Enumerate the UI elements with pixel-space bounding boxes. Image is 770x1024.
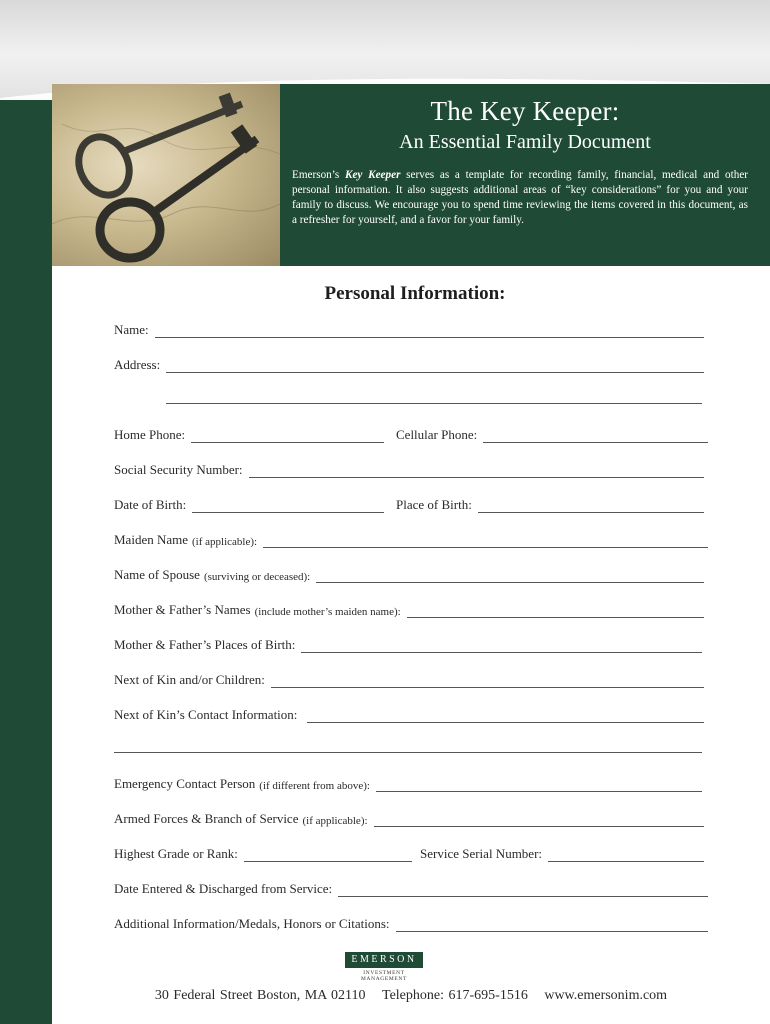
- logo-tagline: INVESTMENT MANAGEMENT: [361, 970, 407, 982]
- ssn-row: [114, 458, 704, 478]
- intro-rest: serves as a template for recording family, financial, medical and other personal information. It also suggests additional areas of “key considerations” for you and your family to discuss. We encourage you to spend time reviewing the items covered in this document, as a refresher for yourself, and a favor for your family.: [292, 169, 749, 226]
- parents-pob-field[interactable]: [301, 638, 702, 653]
- parents-names-field[interactable]: [407, 603, 704, 618]
- home-phone-row: [114, 423, 384, 443]
- parents-pob-row: [114, 633, 702, 653]
- spouse-field[interactable]: [316, 568, 704, 583]
- additional-label: Additional Information/Medals, Honors or Citations:: [114, 916, 390, 931]
- parents-names-row: [114, 598, 704, 618]
- serial-row: [420, 842, 704, 862]
- footer-address: 30 Federal Street Boston, MA 02110: [154, 988, 366, 1003]
- intro-emphasis: Key Keeper: [344, 169, 401, 181]
- serial-label: Service Serial Number:: [420, 846, 543, 861]
- additional-field[interactable]: [396, 917, 709, 932]
- dob-row: [114, 493, 384, 513]
- document-title: The Key Keeper:: [430, 96, 620, 126]
- emergency-field[interactable]: [376, 777, 702, 792]
- kin-contact-line-2[interactable]: [114, 751, 702, 753]
- kin-contact-field[interactable]: [307, 708, 704, 723]
- next-of-kin-field[interactable]: [271, 673, 704, 688]
- ssn-field[interactable]: [249, 463, 704, 478]
- maiden-name-label: Maiden Name: [114, 532, 189, 547]
- emergency-row: [114, 772, 702, 792]
- cellular-phone-row: [396, 423, 708, 443]
- dates-service-field[interactable]: [338, 882, 708, 897]
- ssn-label: Social Security Number:: [114, 462, 243, 477]
- grade-label: Highest Grade or Rank:: [114, 846, 238, 861]
- spouse-label: Name of Spouse: [114, 567, 200, 582]
- maiden-name-field[interactable]: [263, 533, 708, 548]
- address-label: Address:: [114, 357, 161, 372]
- address-field[interactable]: [166, 358, 704, 373]
- emergency-note: (if different from above):: [259, 780, 370, 792]
- maiden-name-note: (if applicable):: [192, 536, 258, 548]
- logo-wordmark: EMERSON: [345, 952, 423, 968]
- armed-forces-field[interactable]: [374, 812, 704, 827]
- home-phone-label: Home Phone:: [114, 427, 186, 442]
- spouse-note: (surviving or deceased):: [203, 571, 311, 583]
- footer: [52, 988, 770, 1004]
- emergency-label: Emergency Contact Person: [114, 776, 256, 791]
- header-panel: [280, 84, 770, 266]
- armed-forces-row: [114, 807, 704, 827]
- grade-field[interactable]: [244, 847, 412, 862]
- intro-prefix: Emerson’s: [292, 169, 345, 181]
- additional-row: [114, 912, 708, 932]
- pob-row: [396, 493, 704, 513]
- keys-illustration: [52, 84, 280, 266]
- armed-forces-note: (if applicable):: [302, 815, 368, 827]
- pob-field[interactable]: [478, 498, 704, 513]
- kin-contact-row: [114, 703, 704, 723]
- footer-telephone: Telephone: 617-695-1516: [382, 988, 528, 1003]
- name-label: Name:: [114, 322, 149, 337]
- cellular-phone-field[interactable]: [483, 428, 708, 443]
- next-of-kin-label: Next of Kin and/or Children:: [114, 672, 265, 687]
- grade-row: [114, 842, 412, 862]
- pob-label: Place of Birth:: [396, 497, 472, 512]
- serial-field[interactable]: [548, 847, 704, 862]
- section-title: Personal Information:: [324, 283, 506, 304]
- document-subtitle: An Essential Family Document: [399, 131, 651, 153]
- left-green-bar: [0, 100, 52, 1024]
- emerson-logo: [345, 952, 423, 982]
- dob-label: Date of Birth:: [114, 497, 187, 512]
- armed-forces-label: Armed Forces & Branch of Service: [114, 811, 299, 826]
- dates-service-label: Date Entered & Discharged from Service:: [114, 881, 333, 896]
- maiden-name-row: [114, 528, 708, 548]
- dates-service-row: [114, 877, 708, 897]
- footer-website[interactable]: www.emersonim.com: [544, 988, 668, 1003]
- keys-photo: [52, 84, 280, 266]
- kin-contact-label: Next of Kin’s Contact Information:: [114, 707, 298, 722]
- name-row: [114, 318, 704, 338]
- parents-names-label: Mother & Father’s Names: [114, 602, 251, 617]
- name-field[interactable]: [155, 323, 704, 338]
- address-line-2[interactable]: [166, 402, 702, 404]
- spouse-row: [114, 563, 704, 583]
- dob-field[interactable]: [192, 498, 384, 513]
- parents-names-note: (include mother’s maiden name):: [254, 606, 401, 618]
- intro-paragraph: [292, 168, 748, 228]
- home-phone-field[interactable]: [191, 428, 384, 443]
- parents-pob-label: Mother & Father’s Places of Birth:: [114, 637, 296, 652]
- next-of-kin-row: [114, 668, 704, 688]
- cellular-phone-label: Cellular Phone:: [396, 427, 478, 442]
- address-row: [114, 353, 704, 373]
